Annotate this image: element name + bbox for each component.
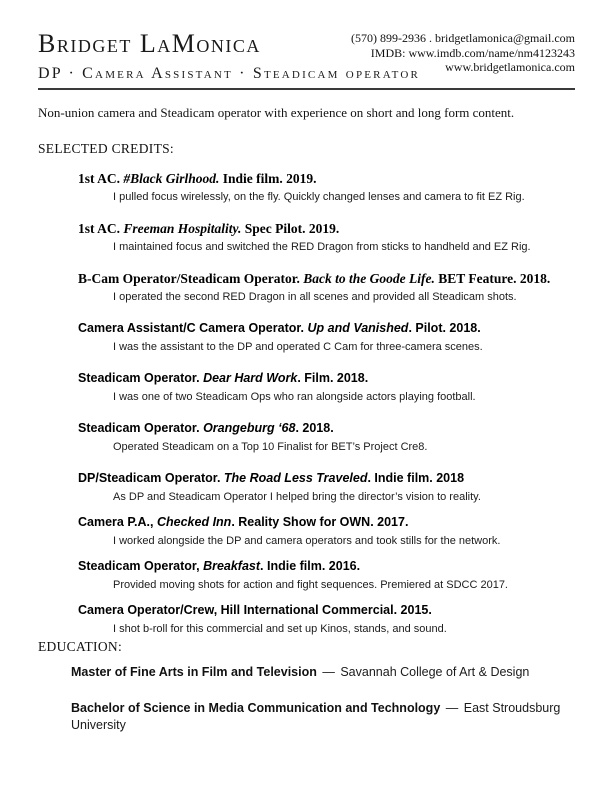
credit-meta: BET Feature. 2018. xyxy=(434,271,551,286)
credit-title-line xyxy=(38,470,575,487)
job-titles: DP · Camera Assistant · Steadicam operator xyxy=(38,65,421,82)
credit-role: Steadicam Operator. xyxy=(78,421,204,435)
credit-film-title: Orangeburg ‘68 xyxy=(203,421,296,435)
credit-title-line xyxy=(38,270,575,287)
credit-role: 1st AC. xyxy=(78,221,124,236)
credit-title-line xyxy=(38,558,575,575)
degree-name: Master of Fine Arts in Film and Television xyxy=(71,665,317,679)
credit-description: Operated Steadicam on a Top 10 Finalist for BET’s Project Cre8. xyxy=(113,441,428,453)
credit-item xyxy=(38,270,575,304)
contact-imdb: IMDB: www.imdb.com/name/nm4123243 xyxy=(370,45,575,60)
credit-description: As DP and Steadicam Operator I helped bring the director’s vision to reality. xyxy=(113,491,481,503)
degree-name: Bachelor of Science in Media Communication and Technology xyxy=(71,701,441,715)
credit-film-title: Up and Vanished xyxy=(307,321,409,335)
credit-role: Camera Assistant/C Camera Operator. xyxy=(78,321,308,335)
credit-title-line xyxy=(38,320,575,337)
education-heading: EDUCATION: xyxy=(38,639,122,654)
credit-role: 1st AC. xyxy=(78,171,124,186)
credit-item xyxy=(38,170,575,204)
credit-item xyxy=(38,602,575,636)
credit-meta: . Pilot. 2018. xyxy=(408,321,481,335)
credit-meta: . Reality Show for OWN. 2017. xyxy=(231,515,409,529)
credit-description: Provided moving shots for action and fight sequences. Premiered at SDCC 2017. xyxy=(113,579,508,591)
credit-role: DP/Steadicam Operator. xyxy=(78,471,224,485)
credit-title-line xyxy=(38,602,575,619)
credit-description: I was the assistant to the DP and operated C Cam for three-camera scenes. xyxy=(113,341,483,353)
credit-description: I pulled focus wirelessly, on the fly. Quickly changed lenses and camera to fit EZ Rig. xyxy=(113,191,525,203)
summary-text: Non-union camera and Steadicam operator with experience on short and long form content. xyxy=(38,105,515,120)
contact-block xyxy=(351,31,575,75)
education-item xyxy=(38,700,575,734)
separator-dash: — xyxy=(445,701,459,715)
credit-description: I shot b-roll for this commercial and set up Kinos, stands, and sound. xyxy=(113,623,447,635)
credit-meta: . 2018. xyxy=(295,421,334,435)
credit-description: I worked alongside the DP and camera operators and took stills for the network. xyxy=(113,535,501,547)
credit-role: Camera P.A., xyxy=(78,515,157,529)
credit-title-line xyxy=(38,370,575,387)
credit-title-line xyxy=(38,514,575,531)
credit-film-title: Breakfast xyxy=(203,559,261,573)
credit-film-title: Dear Hard Work xyxy=(203,371,298,385)
credit-description: I operated the second RED Dragon in all scenes and provided all Steadicam shots. xyxy=(113,291,517,303)
contact-website: www.bridgetlamonica.com xyxy=(445,60,575,74)
credit-meta: Indie film. 2019. xyxy=(219,171,317,186)
credits-heading: SELECTED CREDITS: xyxy=(38,141,174,156)
credit-item xyxy=(38,370,575,404)
credit-item xyxy=(38,514,575,548)
credit-film-title: Checked Inn xyxy=(156,515,232,529)
separator-dash: — xyxy=(322,665,335,679)
credit-item xyxy=(38,220,575,254)
education-list xyxy=(38,664,575,734)
credit-film-title: The Road Less Traveled xyxy=(223,471,368,485)
credit-title-line xyxy=(38,170,575,187)
credit-role: Steadicam Operator. xyxy=(78,371,204,385)
education-item xyxy=(38,664,575,681)
credit-meta: . Indie film. 2016. xyxy=(260,559,361,573)
credit-role: Steadicam Operator, xyxy=(78,559,204,573)
credit-item xyxy=(38,320,575,354)
school-name: East Stroudsburg University xyxy=(71,701,561,732)
credit-item xyxy=(38,558,575,592)
resume-header xyxy=(38,30,575,90)
credit-film-title: #Black Girlhood. xyxy=(123,171,220,186)
school-name: Savannah College of Art & Design xyxy=(340,665,530,679)
contact-phone-email: (570) 899-2936 . bridgetlamonica@gmail.com xyxy=(351,31,575,45)
credit-role: B-Cam Operator/Steadicam Operator. xyxy=(78,271,304,286)
credit-description: I was one of two Steadicam Ops who ran alongside actors playing football. xyxy=(113,391,476,403)
credit-meta: . Indie film. 2018 xyxy=(367,471,465,485)
person-name: Bridget LaMonica xyxy=(38,29,261,58)
credit-film-title: Back to the Goode Life. xyxy=(303,271,435,286)
credit-item xyxy=(38,470,575,504)
credit-description: I maintained focus and switched the RED Dragon from sticks to handheld and EZ Rig. xyxy=(113,241,531,253)
credit-meta: . Film. 2018. xyxy=(297,371,369,385)
credit-title-line xyxy=(38,420,575,437)
credit-title-line xyxy=(38,220,575,237)
credit-item xyxy=(38,420,575,454)
credit-meta: Spec Pilot. 2019. xyxy=(241,221,340,236)
credit-role: Camera Operator/Crew, Hill International Commercial. 2015. xyxy=(78,603,432,617)
credit-film-title: Freeman Hospitality. xyxy=(123,221,242,236)
credits-list xyxy=(38,170,575,636)
